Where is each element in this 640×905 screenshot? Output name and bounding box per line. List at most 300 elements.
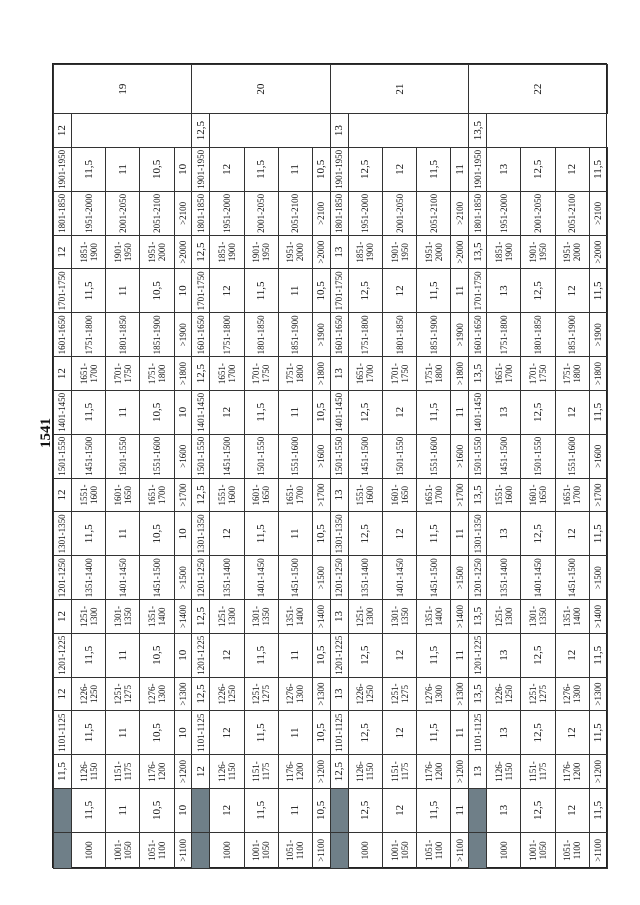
table-cell: >1800 bbox=[589, 357, 607, 391]
table-cell: 1801-1850 bbox=[521, 313, 555, 357]
table-cell: 1401-1450 bbox=[330, 390, 348, 434]
table-cell: >1300 bbox=[312, 677, 330, 711]
table-cell: 1401-1450 bbox=[521, 556, 555, 600]
table-cell: 12 bbox=[555, 512, 589, 556]
table-cell: 1301-1350 bbox=[106, 600, 140, 634]
table-cell: 1001-1050 bbox=[383, 832, 417, 868]
table-cell: 1601-1650 bbox=[54, 313, 72, 357]
table-cell: 13,5 bbox=[469, 677, 487, 711]
table-cell: 1276-1300 bbox=[555, 677, 589, 711]
table-cell: 2051-2100 bbox=[278, 191, 312, 235]
table-cell: 1176-1200 bbox=[417, 755, 451, 789]
table-cell: >1800 bbox=[174, 357, 192, 391]
table-cell: 1176-1200 bbox=[555, 755, 589, 789]
table-cell: 1201-1250 bbox=[54, 556, 72, 600]
table-cell: 10 bbox=[174, 147, 192, 191]
table-cell: 13 bbox=[330, 478, 348, 512]
table-cell: 1301-1350 bbox=[192, 512, 210, 556]
table-cell: >2000 bbox=[589, 235, 607, 269]
table-cell: 1451-1500 bbox=[555, 556, 589, 600]
table-cell: 11 bbox=[106, 269, 140, 313]
table-cell: >2000 bbox=[451, 235, 469, 269]
table-cell: 11,5 bbox=[244, 788, 278, 832]
table-cell: 12,5 bbox=[521, 390, 555, 434]
table-cell: 1251-1275 bbox=[521, 677, 555, 711]
table-cell: 1651-1700 bbox=[210, 357, 244, 391]
table-cell: >1900 bbox=[312, 313, 330, 357]
rotated-table bbox=[53, 64, 608, 869]
table-cell: 1126-1150 bbox=[71, 755, 105, 789]
table-cell: 11 bbox=[278, 147, 312, 191]
table-cell: >1200 bbox=[312, 755, 330, 789]
table-cell: 1751-1800 bbox=[210, 313, 244, 357]
table-cell: 1251-1300 bbox=[487, 600, 521, 634]
table-cell: 12,5 bbox=[192, 677, 210, 711]
table-cell: >1500 bbox=[174, 556, 192, 600]
table-cell: 1551-1600 bbox=[417, 434, 451, 478]
table-cell: 1501-1550 bbox=[469, 434, 487, 478]
table-cell: 1801-1850 bbox=[54, 191, 72, 235]
table-cell: 1151-1175 bbox=[244, 755, 278, 789]
table-cell: 1276-1300 bbox=[140, 677, 174, 711]
table-row bbox=[278, 65, 312, 869]
table-cell: 13 bbox=[330, 600, 348, 634]
table-cell: 1651-1700 bbox=[555, 478, 589, 512]
table-row bbox=[487, 65, 521, 869]
table-cell: 1126-1150 bbox=[487, 755, 521, 789]
table-cell: 11,5 bbox=[589, 269, 607, 313]
table-cell: 1151-1175 bbox=[521, 755, 555, 789]
table-row bbox=[469, 65, 487, 869]
table-cell: 1601-1650 bbox=[383, 478, 417, 512]
table-cell: 10,5 bbox=[312, 512, 330, 556]
table-cell: 1101-1125 bbox=[330, 711, 348, 755]
table-cell: >1200 bbox=[174, 755, 192, 789]
table-cell: 1751-1800 bbox=[348, 313, 382, 357]
table-cell: 1351-1400 bbox=[487, 556, 521, 600]
table-cell: 12 bbox=[54, 600, 72, 634]
table-cell: 11,5 bbox=[244, 512, 278, 556]
table-cell: 1201-1250 bbox=[192, 556, 210, 600]
table-cell: 1051-1100 bbox=[555, 832, 589, 868]
table-cell: 12 bbox=[210, 390, 244, 434]
table-cell: 1151-1175 bbox=[106, 755, 140, 789]
table-cell: 10 bbox=[174, 390, 192, 434]
table-cell: 1001-1050 bbox=[106, 832, 140, 868]
table-cell: >1200 bbox=[589, 755, 607, 789]
table-cell: 1251-1275 bbox=[244, 677, 278, 711]
table-cell: 12,5 bbox=[521, 633, 555, 677]
table-cell: 1651-1700 bbox=[140, 478, 174, 512]
table-cell: 11 bbox=[451, 269, 469, 313]
table-cell: 1551-1600 bbox=[140, 434, 174, 478]
table-cell: 1401-1450 bbox=[106, 556, 140, 600]
table-cell: 1701-1750 bbox=[521, 357, 555, 391]
table-cell: 1501-1550 bbox=[54, 434, 72, 478]
table-cell: 12,5 bbox=[348, 633, 382, 677]
table-cell: 1251-1275 bbox=[106, 677, 140, 711]
rotated-table-frame bbox=[52, 63, 607, 868]
table-cell: 1351-1400 bbox=[555, 600, 589, 634]
table-cell: 1251-1300 bbox=[348, 600, 382, 634]
table-row bbox=[521, 65, 555, 869]
table-cell: 1451-1500 bbox=[140, 556, 174, 600]
table-cell: 1951-2000 bbox=[71, 191, 105, 235]
table-cell: 1051-1100 bbox=[278, 832, 312, 868]
table-cell: 1000 bbox=[487, 832, 521, 868]
table-cell: 1851-1900 bbox=[140, 313, 174, 357]
table-cell: 11 bbox=[451, 711, 469, 755]
table-cell: 1001-1050 bbox=[521, 832, 555, 868]
table-cell: 1101-1125 bbox=[469, 711, 487, 755]
table-cell: 11,5 bbox=[589, 512, 607, 556]
table-cell: 12 bbox=[192, 755, 210, 789]
table-cell: 1001-1050 bbox=[244, 832, 278, 868]
table-cell: 13 bbox=[469, 755, 487, 789]
table-cell: 13,5 bbox=[469, 114, 487, 148]
table-cell: 11,5 bbox=[417, 269, 451, 313]
table-cell: 12,5 bbox=[192, 235, 210, 269]
table-cell: 1751-1800 bbox=[71, 313, 105, 357]
table-cell: 1301-1350 bbox=[521, 600, 555, 634]
table-cell: >1700 bbox=[589, 478, 607, 512]
table-row bbox=[54, 65, 72, 869]
table-cell: 12 bbox=[555, 147, 589, 191]
table-cell: >1600 bbox=[451, 434, 469, 478]
table-cell: 12 bbox=[210, 512, 244, 556]
table-cell: 10,5 bbox=[140, 512, 174, 556]
table-cell: 1251-1275 bbox=[383, 677, 417, 711]
table-cell: 10 bbox=[174, 269, 192, 313]
table-cell: >1400 bbox=[174, 600, 192, 634]
header-block bbox=[330, 788, 348, 832]
table-cell: 1551-1600 bbox=[487, 478, 521, 512]
table-cell: 13 bbox=[330, 357, 348, 391]
table-cell: 12 bbox=[383, 390, 417, 434]
table-cell: >1300 bbox=[451, 677, 469, 711]
table-cell: 1701-1750 bbox=[54, 269, 72, 313]
table-cell: >1500 bbox=[589, 556, 607, 600]
table-cell: >1700 bbox=[451, 478, 469, 512]
table-cell: 11,5 bbox=[589, 711, 607, 755]
table-cell: 1051-1100 bbox=[417, 832, 451, 868]
table-cell: 11 bbox=[278, 512, 312, 556]
table-cell: 1701-1750 bbox=[469, 269, 487, 313]
table-cell: 11,5 bbox=[244, 633, 278, 677]
table-cell: 1951-2000 bbox=[487, 191, 521, 235]
table-cell: 12 bbox=[210, 269, 244, 313]
table-cell: 1276-1300 bbox=[278, 677, 312, 711]
table-cell: >1800 bbox=[451, 357, 469, 391]
table-cell: 1201-1225 bbox=[192, 633, 210, 677]
table-cell: 11,5 bbox=[589, 788, 607, 832]
table-cell: 11,5 bbox=[589, 147, 607, 191]
table-cell: 1851-1900 bbox=[417, 313, 451, 357]
table-cell: 12 bbox=[555, 788, 589, 832]
table-cell: 1901-1950 bbox=[330, 147, 348, 191]
table-cell: 12 bbox=[383, 269, 417, 313]
table-cell: 11,5 bbox=[71, 269, 105, 313]
table-cell: >1500 bbox=[451, 556, 469, 600]
table-cell: 1501-1550 bbox=[383, 434, 417, 478]
table-cell: 1551-1600 bbox=[555, 434, 589, 478]
table-cell: 1851-1900 bbox=[487, 235, 521, 269]
table-cell: >1600 bbox=[589, 434, 607, 478]
table-cell: 10,5 bbox=[312, 269, 330, 313]
table-cell: 1126-1150 bbox=[348, 755, 382, 789]
table-cell: 1401-1450 bbox=[54, 390, 72, 434]
table-cell: 1301-1350 bbox=[330, 512, 348, 556]
table-cell: 1501-1550 bbox=[521, 434, 555, 478]
table-cell: 1601-1650 bbox=[106, 478, 140, 512]
table-cell: 1901-1950 bbox=[192, 147, 210, 191]
table-cell: 13 bbox=[330, 677, 348, 711]
table-cell: 11,5 bbox=[54, 755, 72, 789]
table-cell: >1100 bbox=[451, 832, 469, 868]
table-cell: >1600 bbox=[174, 434, 192, 478]
table-cell: 11 bbox=[278, 788, 312, 832]
table-cell: 1301-1350 bbox=[54, 512, 72, 556]
table-row bbox=[71, 65, 105, 869]
table-cell: 12,5 bbox=[348, 390, 382, 434]
table-cell: 11,5 bbox=[417, 512, 451, 556]
table-cell: 11 bbox=[106, 711, 140, 755]
table-cell: 10,5 bbox=[312, 390, 330, 434]
table-cell: 12 bbox=[383, 711, 417, 755]
table-row bbox=[348, 65, 382, 869]
table-cell: 1351-1400 bbox=[278, 600, 312, 634]
table-cell: 1551-1600 bbox=[71, 478, 105, 512]
table-cell: 1451-1500 bbox=[417, 556, 451, 600]
table-cell: 2051-2100 bbox=[417, 191, 451, 235]
table-cell: 1751-1800 bbox=[278, 357, 312, 391]
table-cell: 1951-2000 bbox=[348, 191, 382, 235]
table-cell: 11,5 bbox=[417, 390, 451, 434]
table-cell: 12,5 bbox=[192, 114, 210, 148]
table-cell: 11,5 bbox=[589, 390, 607, 434]
table-cell: 1901-1950 bbox=[383, 235, 417, 269]
table-cell: 11 bbox=[451, 147, 469, 191]
table-cell: 1551-1600 bbox=[278, 434, 312, 478]
table-cell: 1601-1650 bbox=[192, 313, 210, 357]
table-cell: 1201-1225 bbox=[469, 633, 487, 677]
table-cell: 11,5 bbox=[244, 269, 278, 313]
table-cell: 1301-1350 bbox=[469, 512, 487, 556]
table-cell: 1851-1900 bbox=[555, 313, 589, 357]
table-cell: 1451-1500 bbox=[278, 556, 312, 600]
table-cell: 2051-2100 bbox=[140, 191, 174, 235]
table-cell: 1901-1950 bbox=[106, 235, 140, 269]
table-cell: 12,5 bbox=[330, 755, 348, 789]
table-row bbox=[192, 65, 210, 869]
table-cell: 1226-1250 bbox=[487, 677, 521, 711]
table-cell: 1701-1750 bbox=[192, 269, 210, 313]
table-cell: 1101-1125 bbox=[54, 711, 72, 755]
table-cell: 1651-1700 bbox=[278, 478, 312, 512]
table-cell: >2100 bbox=[312, 191, 330, 235]
table-cell: 11 bbox=[451, 788, 469, 832]
table-cell: 1126-1150 bbox=[210, 755, 244, 789]
table-cell: 1651-1700 bbox=[71, 357, 105, 391]
table-cell: 12 bbox=[555, 390, 589, 434]
header-block bbox=[469, 832, 487, 868]
table-cell: 13,5 bbox=[469, 235, 487, 269]
table-cell: 1801-1850 bbox=[330, 191, 348, 235]
table-cell: 10 bbox=[174, 788, 192, 832]
table-cell: 1701-1750 bbox=[244, 357, 278, 391]
table-cell: 10,5 bbox=[140, 711, 174, 755]
table-cell: 2001-2050 bbox=[106, 191, 140, 235]
table-cell: 13 bbox=[487, 390, 521, 434]
table-cell: 1301-1350 bbox=[383, 600, 417, 634]
table-cell: >2100 bbox=[451, 191, 469, 235]
table-row bbox=[244, 65, 278, 869]
table-cell: 1401-1450 bbox=[383, 556, 417, 600]
table-cell: >1700 bbox=[174, 478, 192, 512]
table-cell: 12 bbox=[210, 633, 244, 677]
table-cell: 1000 bbox=[71, 832, 105, 868]
table-cell: 13 bbox=[330, 114, 348, 148]
header-block bbox=[54, 788, 72, 832]
table-cell: 12,5 bbox=[521, 512, 555, 556]
table-cell: 2051-2100 bbox=[555, 191, 589, 235]
table-cell: 1401-1450 bbox=[244, 556, 278, 600]
table-cell: >2100 bbox=[174, 191, 192, 235]
table-cell: 1851-1900 bbox=[278, 313, 312, 357]
header-block bbox=[192, 788, 210, 832]
table-row bbox=[589, 65, 607, 869]
table-cell: 11,5 bbox=[417, 788, 451, 832]
table-cell: 1901-1950 bbox=[521, 235, 555, 269]
table-cell: 11,5 bbox=[589, 633, 607, 677]
table-cell: 1276-1300 bbox=[417, 677, 451, 711]
table-cell: 12,5 bbox=[348, 147, 382, 191]
table-cell: 11,5 bbox=[71, 711, 105, 755]
table-cell: >1300 bbox=[589, 677, 607, 711]
table-cell: 1451-1500 bbox=[71, 434, 105, 478]
table-cell: 12 bbox=[54, 478, 72, 512]
group-label: 21 bbox=[330, 65, 468, 114]
table-cell: 1951-2000 bbox=[140, 235, 174, 269]
table-cell: 1501-1550 bbox=[330, 434, 348, 478]
table-cell: 11,5 bbox=[417, 147, 451, 191]
table-cell: 1226-1250 bbox=[71, 677, 105, 711]
table-cell: 1851-1900 bbox=[71, 235, 105, 269]
table-cell: 1451-1500 bbox=[348, 434, 382, 478]
group-label: 20 bbox=[192, 65, 330, 114]
table-cell: 10 bbox=[174, 633, 192, 677]
table-cell: 1201-1250 bbox=[330, 556, 348, 600]
table-cell: 1601-1650 bbox=[469, 313, 487, 357]
table-cell: 1251-1300 bbox=[210, 600, 244, 634]
table-cell: 11 bbox=[278, 633, 312, 677]
table-cell: >1900 bbox=[589, 313, 607, 357]
table-cell: 10,5 bbox=[140, 788, 174, 832]
table-cell: 11,5 bbox=[417, 633, 451, 677]
table-cell: 1601-1650 bbox=[330, 313, 348, 357]
table-cell: 1651-1700 bbox=[417, 478, 451, 512]
table-cell: 12,5 bbox=[521, 788, 555, 832]
table-cell: 11,5 bbox=[71, 147, 105, 191]
table-cell: 1401-1450 bbox=[192, 390, 210, 434]
header-block bbox=[469, 788, 487, 832]
table-cell: 1501-1550 bbox=[192, 434, 210, 478]
page-number: 1541 bbox=[38, 418, 54, 448]
table-cell: >1100 bbox=[589, 832, 607, 868]
table-cell: 12 bbox=[210, 711, 244, 755]
table-cell: 13 bbox=[487, 788, 521, 832]
table-cell: 11,5 bbox=[244, 711, 278, 755]
table-cell: 12 bbox=[54, 235, 72, 269]
table-cell: 1951-2000 bbox=[210, 191, 244, 235]
table-cell: 13,5 bbox=[469, 478, 487, 512]
table-cell: >1700 bbox=[312, 478, 330, 512]
table-cell: 1601-1650 bbox=[244, 478, 278, 512]
table-cell: 1651-1700 bbox=[348, 357, 382, 391]
table-row bbox=[140, 65, 174, 869]
table-cell: >1900 bbox=[451, 313, 469, 357]
table-cell: 2001-2050 bbox=[521, 191, 555, 235]
table-row bbox=[330, 65, 348, 869]
table-cell: 12 bbox=[383, 512, 417, 556]
table-cell: >1600 bbox=[312, 434, 330, 478]
table-cell: 10,5 bbox=[140, 269, 174, 313]
table-cell: 1701-1750 bbox=[330, 269, 348, 313]
group-label: 22 bbox=[469, 65, 608, 114]
table-row bbox=[106, 65, 140, 869]
table-cell: 10,5 bbox=[312, 147, 330, 191]
table-cell: 11 bbox=[106, 788, 140, 832]
table-cell: 1801-1850 bbox=[469, 191, 487, 235]
table-cell: 2001-2050 bbox=[244, 191, 278, 235]
table-cell: >1400 bbox=[451, 600, 469, 634]
table-cell: 1851-1900 bbox=[210, 235, 244, 269]
table-cell: 1501-1550 bbox=[106, 434, 140, 478]
table-cell: 13 bbox=[487, 147, 521, 191]
table-cell: >1800 bbox=[312, 357, 330, 391]
table-cell: 13 bbox=[487, 711, 521, 755]
table-cell: 10 bbox=[174, 512, 192, 556]
table-cell: 1226-1250 bbox=[348, 677, 382, 711]
header-block bbox=[330, 832, 348, 868]
table-cell: 1351-1400 bbox=[417, 600, 451, 634]
table-cell: 1701-1750 bbox=[106, 357, 140, 391]
table-cell: 12 bbox=[555, 711, 589, 755]
table-cell: 10 bbox=[174, 711, 192, 755]
table-cell: >1100 bbox=[312, 832, 330, 868]
table-cell: 1351-1400 bbox=[210, 556, 244, 600]
table-row bbox=[555, 65, 589, 869]
table-cell: 1751-1800 bbox=[417, 357, 451, 391]
table-cell: 10,5 bbox=[312, 711, 330, 755]
table-cell: 1701-1750 bbox=[383, 357, 417, 391]
table-cell: 12 bbox=[555, 269, 589, 313]
table-cell: 11 bbox=[278, 269, 312, 313]
table-cell: 12 bbox=[54, 114, 72, 148]
table-cell: >1500 bbox=[312, 556, 330, 600]
table-cell: 12 bbox=[210, 788, 244, 832]
table-cell: 1351-1400 bbox=[140, 600, 174, 634]
table-cell: 12,5 bbox=[521, 269, 555, 313]
table-cell: 10,5 bbox=[312, 788, 330, 832]
table-cell: 12,5 bbox=[192, 357, 210, 391]
table-cell: 1751-1800 bbox=[555, 357, 589, 391]
table-cell: 10,5 bbox=[140, 633, 174, 677]
table-cell: 13,5 bbox=[469, 357, 487, 391]
table-cell: 1801-1850 bbox=[106, 313, 140, 357]
table-row bbox=[312, 65, 330, 869]
table-cell: 1351-1400 bbox=[348, 556, 382, 600]
